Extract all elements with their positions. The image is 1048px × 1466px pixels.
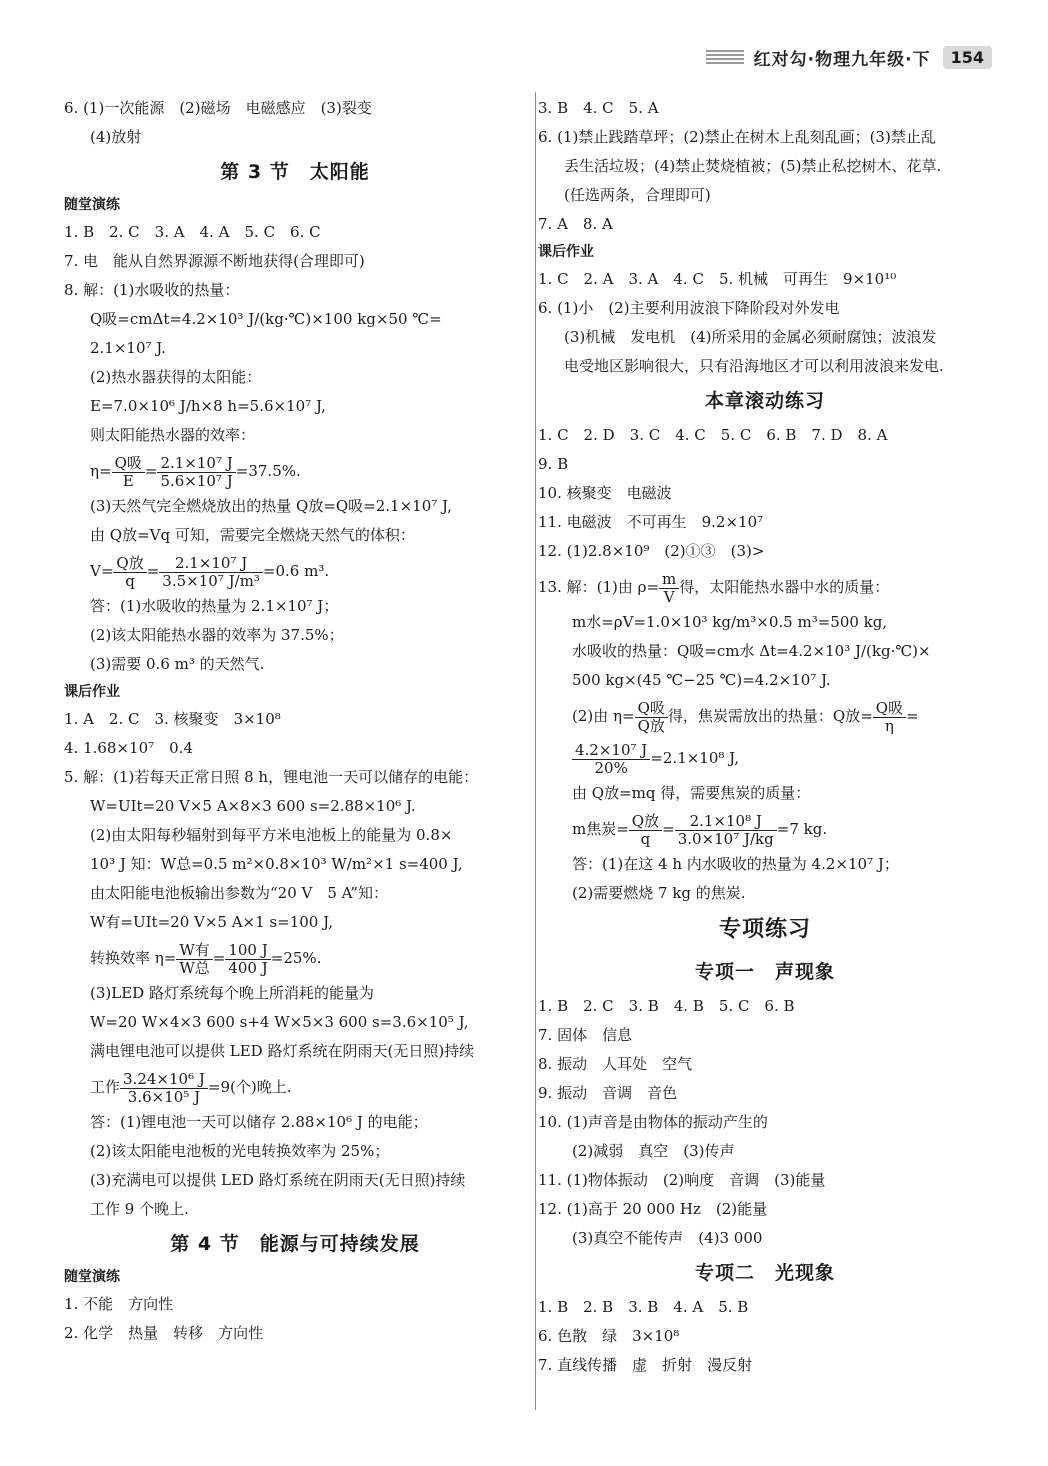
answer-line: 11. (1)物体振动 (2)响度 音调 (3)能量: [538, 1171, 826, 1189]
formula-line: 13. 解：(1)由 ρ= $\frac{m}{V}$ 得，太阳能热水器中水的质量：: [538, 569, 890, 606]
answer-line: (3)天然气完全燃烧放出的热量 Q放=Q吸=2.1×10⁷ J,: [90, 497, 452, 515]
fraction: $\frac{\text{3.24×10⁶ J}}{\text{3.6×10⁵ J}}$: [120, 1071, 208, 1106]
answer-line: 满电锂电池可以提供 LED 路灯系统在阴雨天(无日照)持续: [90, 1042, 475, 1060]
section-title-special: 专项练习: [718, 917, 811, 942]
answer-line: (2)需要燃烧 7 kg 的焦炭.: [572, 884, 746, 902]
answer-line: 12. (1)高于 20 000 Hz (2)能量: [538, 1200, 768, 1218]
answer-line: 水吸收的热量：Q吸=cm水 Δt=4.2×10³ J/(kg·℃)×: [572, 642, 931, 660]
page-number: 154: [943, 46, 992, 69]
fraction: $\frac{\text{W有}}{\text{W总}}$: [176, 942, 212, 977]
answer-line: 1. C 2. A 3. A 4. C 5. 机械 可再生 9×10¹⁰: [538, 270, 897, 288]
header-stripes-icon: [706, 50, 744, 64]
formula-line: $\frac{\text{4.2×10⁷ J}}{20\%}$ =2.1×10⁸ J,: [538, 737, 992, 779]
answer-line: (3)需要 0.6 m³ 的天然气.: [90, 655, 265, 673]
formula-line: 转换效率 η= $\frac{\text{W有}}{\text{W总}}$ = $\frac{100 J}{400 J}$ =25%.: [90, 940, 322, 977]
answer-line: 7. 电 能从自然界源源不断地获得(合理即可): [64, 252, 365, 270]
answer-line: (2)热水器获得的太阳能：: [90, 368, 262, 386]
answer-line: 6. (1)小 (2)主要利用波浪下降阶段对外发电: [538, 299, 840, 317]
answer-line: m水=ρV=1.0×10³ kg/m³×0.5 m³=500 kg,: [572, 613, 888, 631]
answer-line: 1. B 2. C 3. B 4. B 5. C 6. B: [538, 997, 795, 1015]
answer-line: 7. 直线传播 虚 折射 漫反射: [538, 1356, 753, 1374]
answer-line: 10. (1)声音是由物体的振动产生的: [538, 1113, 768, 1131]
left-column: [64, 94, 526, 1348]
answer-line: 4. 1.68×10⁷ 0.4: [64, 739, 194, 757]
answer-line: 8. 振动 人耳处 空气: [538, 1055, 693, 1073]
answer-line: (2)该太阳能电池板的光电转换效率为 25%；: [90, 1142, 390, 1160]
fraction: $\frac{\text{Q吸}}{\text{Q放}}$: [635, 700, 668, 735]
answer-line: 由 Q放=mq 得，需要焦炭的质量：: [572, 784, 811, 802]
fraction: $\frac{\text{Q放}}{q}$: [113, 555, 146, 590]
sub-label: 课后作业: [538, 244, 594, 260]
formula-line: m焦炭= $\frac{\text{Q放}}{q}$ = $\frac{\text{2.1×10⁸ J}}{\text{3.0×10⁷ J/kg}}$ =7 kg.: [572, 811, 828, 848]
formula-line: 工作 $\frac{\text{3.24×10⁶ J}}{\text{3.6×10⁵ J}}$ =9(个)晚上.: [90, 1069, 292, 1106]
answer-line: E=7.0×10⁶ J/h×8 h=5.6×10⁷ J,: [90, 397, 326, 415]
answer-line: 2. 化学 热量 转移 方向性: [64, 1324, 264, 1342]
answer-line: (3)真空不能传声 (4)3 000: [572, 1229, 763, 1247]
answer-line: 6. (1)禁止践踏草坪；(2)禁止在树木上乱刻乱画；(3)禁止乱: [538, 128, 936, 146]
section-title-special-1: 专项一 声现象: [694, 961, 835, 983]
answer-line: (2)该太阳能热水器的效率为 37.5%；: [90, 626, 344, 644]
answer-line: 11. 电磁波 不可再生 9.2×10⁷: [538, 513, 764, 531]
answer-line: 10. 核聚变 电磁波: [538, 484, 672, 502]
answer-line: 9. 振动 音调 音色: [538, 1084, 678, 1102]
answer-line: 1. C 2. D 3. C 4. C 5. C 6. B 7. D 8. A: [538, 426, 888, 444]
answer-line: 500 kg×(45 ℃−25 ℃)=4.2×10⁷ J.: [572, 671, 831, 689]
answer-line: 6. (1)一次能源 (2)磁场 电磁感应 (3)裂变: [64, 99, 372, 117]
formula-line: (2)由 η= $\frac{\text{Q吸}}{\text{Q放}}$ 得，焦炭需放出的热量：Q放= $\frac{\text{Q吸}}{\eta}$ =: [572, 698, 919, 735]
answer-line: 10³ J 知：W总=0.5 m²×0.8×10³ W/m²×1 s=400 J,: [90, 855, 463, 873]
answer-line: 由太阳能电池板输出参数为“20 V 5 A”知：: [90, 884, 388, 902]
answer-line: 1. B 2. B 3. B 4. A 5. B: [538, 1298, 749, 1316]
fraction: $\frac{\text{4.2×10⁷ J}}{20\%}$: [572, 742, 650, 777]
answer-line: 8. 解：(1)水吸收的热量：: [64, 281, 240, 299]
fraction: $\frac{\text{2.1×10⁷ J}}{\text{3.5×10⁷ J/m³}}$: [159, 555, 263, 590]
sub-label: 随堂演练: [64, 197, 120, 213]
answer-line: (2)减弱 真空 (3)传声: [572, 1142, 735, 1160]
section-title-special-2: 专项二 光现象: [694, 1262, 835, 1284]
fraction: $\frac{\text{Q放}}{q}$: [629, 813, 662, 848]
answer-line: 答：(1)在这 4 h 内水吸收的热量为 4.2×10⁷ J；: [572, 855, 899, 873]
answer-line: 9. B: [538, 455, 569, 473]
answer-line: 则太阳能热水器的效率：: [90, 426, 256, 444]
answer-line: W=20 W×4×3 600 s+4 W×5×3 600 s=3.6×10⁵ J,: [90, 1013, 469, 1031]
answer-line: 7. A 8. A: [538, 215, 613, 233]
answer-line: 答：(1)锂电池一天可以储存 2.88×10⁶ J 的电能；: [90, 1113, 428, 1131]
answer-line: 电受地区影响很大，只有沿海地区才可以利用波浪来发电.: [564, 357, 944, 375]
answer-line: 2.1×10⁷ J.: [90, 339, 166, 357]
answer-line: 6. 色散 绿 3×10⁸: [538, 1327, 680, 1345]
answer-line: 5. 解：(1)若每天正常日照 8 h，锂电池一天可以储存的电能：: [64, 768, 479, 786]
answer-line: (3)LED 路灯系统每个晚上所消耗的能量为: [90, 984, 374, 1002]
answer-line: 丢生活垃圾；(4)禁止焚烧植被；(5)禁止私挖树木、花草.: [564, 157, 942, 175]
fraction: $\frac{\text{Q吸}}{E}$: [112, 455, 145, 490]
fraction: $\frac{\text{2.1×10⁷ J}}{\text{5.6×10⁷ J}}$: [157, 455, 235, 490]
section-title-chapter: 本章滚动练习: [704, 390, 825, 412]
answer-line: 3. B 4. C 5. A: [538, 99, 659, 117]
answer-line: (3)充满电可以提供 LED 路灯系统在阴雨天(无日照)持续: [90, 1171, 466, 1189]
answer-line: 答：(1)水吸收的热量为 2.1×10⁷ J；: [90, 597, 339, 615]
column-divider: [535, 92, 536, 1410]
answer-line: 工作 9 个晚上.: [90, 1200, 189, 1218]
book-title: 红对勾·物理九年级·下: [753, 49, 931, 70]
sub-label: 随堂演练: [64, 1269, 120, 1285]
answer-line: 7. 固体 信息: [538, 1026, 633, 1044]
fraction: $\frac{100 J}{400 J}$: [225, 942, 270, 977]
answer-line: 1. B 2. C 3. A 4. A 5. C 6. C: [64, 223, 321, 241]
answer-line: W=UIt=20 V×5 A×8×3 600 s=2.88×10⁶ J.: [90, 797, 416, 815]
fraction: $\frac{m}{V}$: [659, 571, 679, 606]
fraction: $\frac{\text{Q吸}}{\eta}$: [873, 700, 906, 735]
answer-line: 1. 不能 方向性: [64, 1295, 174, 1313]
answer-line: Q吸=cmΔt=4.2×10³ J/(kg·℃)×100 kg×50 ℃=: [90, 310, 442, 328]
section-title-3: 第 3 节 太阳能: [220, 161, 370, 183]
formula-line: V= $\frac{\text{Q放}}{q}$ = $\frac{\text{2.1×10⁷ J}}{\text{3.5×10⁷ J/m³}}$ =0.6 m³.: [90, 553, 330, 590]
right-column: [538, 94, 992, 1380]
answer-line: (4)放射: [90, 128, 142, 146]
formula-line: η= $\frac{\text{Q吸}}{E}$ = $\frac{\text{2.1×10⁷ J}}{\text{5.6×10⁷ J}}$ =37.5%.: [90, 453, 301, 490]
fraction: $\frac{\text{2.1×10⁸ J}}{\text{3.0×10⁷ J/kg}}$: [675, 813, 777, 848]
answer-line: 1. A 2. C 3. 核聚变 3×10⁸: [64, 710, 281, 728]
section-title-4: 第 4 节 能源与可持续发展: [170, 1233, 420, 1255]
answer-line: (任选两条，合理即可): [564, 186, 711, 204]
answer-line: 12. (1)2.8×10⁹ (2)①③ (3)>: [538, 542, 765, 560]
answer-line: (3)机械 发电机 (4)所采用的金属必须耐腐蚀；波浪发: [564, 328, 937, 346]
page-header: [706, 40, 992, 74]
answer-line: 由 Q放=Vq 可知，需要完全燃烧天然气的体积：: [90, 526, 415, 544]
sub-label: 课后作业: [64, 684, 120, 700]
answer-line: (2)由太阳每秒辐射到每平方米电池板上的能量为 0.8×: [90, 826, 453, 844]
answer-line: W有=UIt=20 V×5 A×1 s=100 J,: [90, 913, 333, 931]
